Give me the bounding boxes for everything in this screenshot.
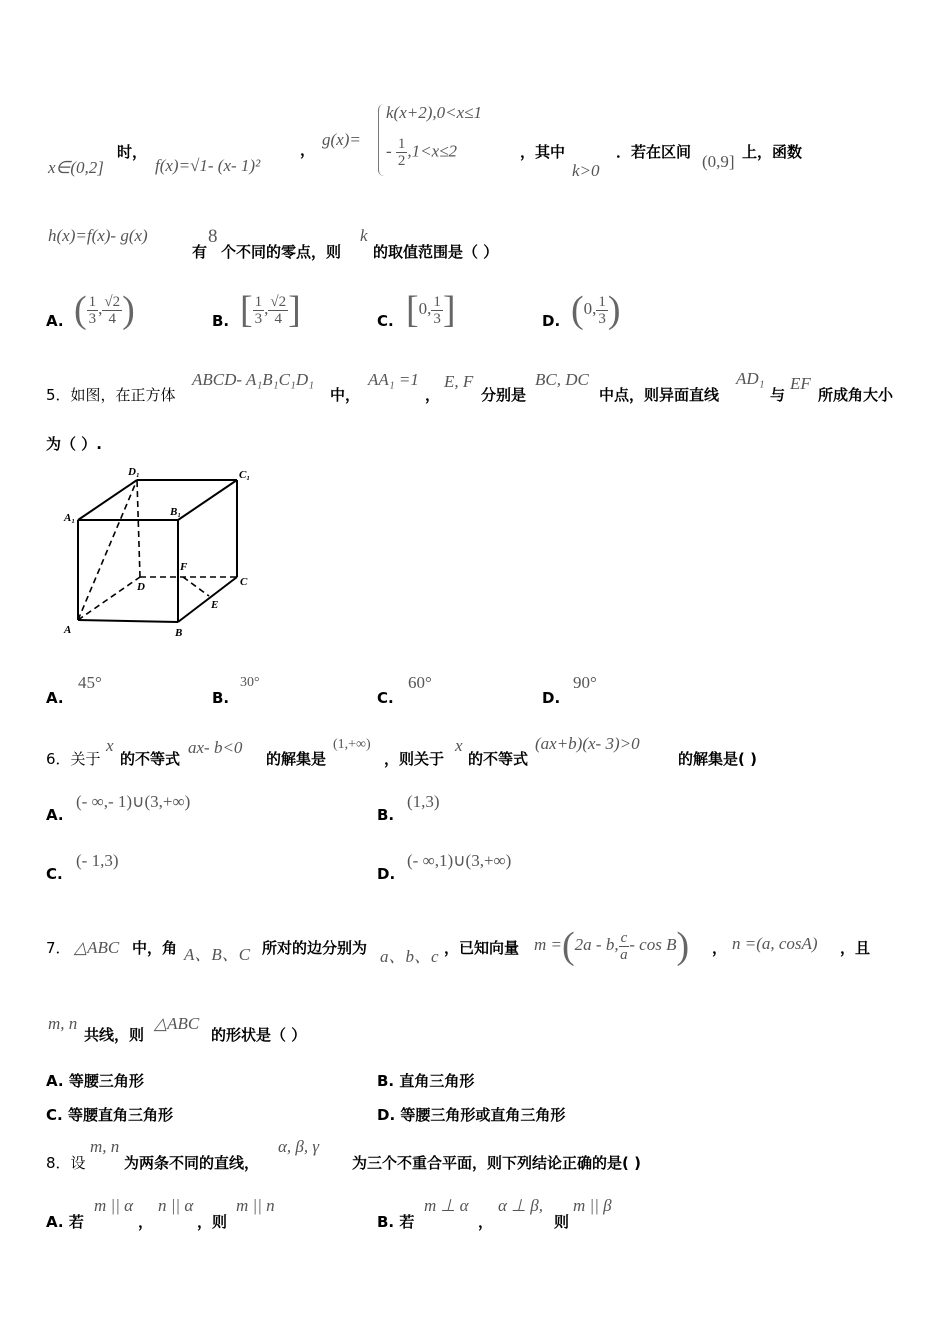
vertex-d1: D₁ [128, 466, 140, 478]
edges-bc-dc: BC, DC [535, 370, 589, 389]
sides: a、b、c [380, 947, 439, 966]
option-value: ( $\frac{1}{3}$ , $\frac{√2}{4}$ ) [74, 289, 135, 331]
option-value: (0, $\frac{1}{3}$ ) [571, 289, 621, 331]
text: 的形状是（ ） [211, 1026, 307, 1044]
option-label: A. 等腰三角形 [46, 1072, 144, 1090]
option-label: D. [542, 689, 561, 707]
cube-name: ABCD- A₁B₁C₁D₁ [192, 370, 315, 389]
brace [378, 104, 385, 176]
interval: (0,9] [702, 152, 735, 171]
conclusion: m || β [573, 1196, 612, 1215]
vertex-a: A [64, 624, 72, 636]
line-ef: EF [790, 374, 811, 393]
vertex-c1: C₁ [239, 469, 251, 481]
option-value: 30° [240, 675, 260, 690]
option-value: 60° [408, 673, 432, 692]
text: ， [138, 1213, 154, 1231]
text: ， [478, 1213, 494, 1231]
option-label: D. 等腰三角形或直角三角形 [377, 1106, 566, 1124]
option-label: D. [542, 312, 561, 330]
text: ．若在区间 [616, 143, 692, 161]
option-label: C. 等腰直角三角形 [46, 1106, 173, 1124]
text: 为两条不同的直线， [124, 1154, 260, 1172]
text: ， [425, 386, 441, 404]
text: ，其中 [520, 143, 566, 161]
text: 个不同的零点，则 [221, 243, 342, 261]
option-label: C. [377, 689, 394, 707]
angles: A、B、C [184, 945, 251, 964]
x-domain: x∈(0,2] [48, 158, 104, 177]
g-case-2: - $\frac{1}{2}$ ,1<x≤2 [386, 136, 458, 169]
text: 与 [770, 386, 786, 404]
text: 6．关于 [46, 750, 101, 768]
conclusion: m || n [236, 1196, 275, 1215]
h-definition: h(x)=f(x)- g(x) [48, 226, 148, 245]
text: 为三个不重合平面，则下列结论正确的是( ) [352, 1154, 641, 1172]
solution-1: (1,+∞) [333, 737, 371, 752]
vectors-mn: m, n [48, 1014, 78, 1033]
text: ，已知向量 [444, 939, 520, 957]
option-label: B. [212, 689, 230, 707]
point-f: F [180, 561, 188, 573]
option-label: A. [46, 689, 64, 707]
triangle-abc: △ABC [74, 938, 120, 957]
text: 分别是 [481, 386, 527, 404]
option-label: B. [377, 806, 395, 824]
text: 中，角 [132, 939, 178, 957]
text: 的解集是 [266, 750, 327, 768]
text: 5．如图，在正方体 [46, 386, 176, 404]
line-ad1: AD₁ [736, 369, 765, 388]
text: 8．设 [46, 1154, 86, 1172]
g-case-1: k(x+2),0<x≤1 [386, 103, 482, 122]
cube-figure [0, 0, 300, 650]
option-label: B. [212, 312, 230, 330]
triangle-abc: △ABC [154, 1014, 200, 1033]
text: 的不等式 [468, 750, 529, 768]
text: 中， [330, 386, 361, 404]
vertex-d: D [137, 581, 145, 593]
option-value: [0, $\frac{1}{3}$ ] [406, 289, 456, 331]
condition: n || α [158, 1196, 194, 1215]
text: ， [712, 939, 728, 957]
option-label: A. [46, 806, 64, 824]
text: 所对的边分别为 [262, 939, 368, 957]
var-x: x [106, 736, 114, 755]
text: 时， [117, 143, 148, 161]
text: ，且 [840, 939, 871, 957]
condition: m || α [94, 1196, 134, 1215]
vertex-a1: A₁ [64, 512, 76, 524]
condition: m ⊥ α [424, 1196, 469, 1215]
option-label: C. [377, 312, 394, 330]
vector-n: n =(a, cosA) [732, 934, 818, 953]
text: 所成角大小 [818, 386, 894, 404]
option-label: B. 若 [377, 1213, 415, 1231]
text: 有 [192, 243, 208, 261]
planes: α, β, γ [278, 1137, 320, 1156]
option-value: 90° [573, 673, 597, 692]
text: 的解集是( ) [678, 750, 757, 768]
var-x: x [455, 736, 463, 755]
text: 7． [46, 939, 71, 957]
text: 中点，则异面直线 [599, 386, 720, 404]
option-label: D. [377, 865, 396, 883]
vertex-b: B [175, 627, 183, 639]
lines-mn: m, n [90, 1137, 120, 1156]
text: 为（ ）. [46, 435, 102, 453]
option-label: A. 若 [46, 1213, 84, 1231]
vector-m: m =(2a - b, $\frac{c}{a}$ - cos B) [534, 925, 690, 967]
option-value: [ $\frac{1}{3}$ , $\frac{√2}{4}$ ] [240, 289, 301, 331]
text: ， [300, 141, 316, 159]
option-value: (- ∞,- 1)∪(3,+∞) [76, 792, 191, 811]
option-value: (- ∞,1)∪(3,+∞) [407, 851, 512, 870]
point-e: E [211, 599, 219, 611]
points-ef: E, F [444, 372, 474, 391]
g-label: g(x)= [322, 130, 361, 149]
option-label: C. [46, 865, 63, 883]
option-value: (- 1,3) [76, 851, 119, 870]
option-label: B. 直角三角形 [377, 1072, 475, 1090]
edge-length: AA₁ =1 [368, 370, 419, 389]
number-eight: 8 [208, 226, 218, 247]
vertex-c: C [240, 576, 248, 588]
inequality-1: ax- b<0 [188, 738, 243, 757]
text: ，则关于 [384, 750, 445, 768]
k-condition: k>0 [572, 161, 600, 180]
vertex-b1: B₁ [170, 506, 182, 518]
f-definition: f(x)=√1- (x- 1)² [155, 156, 261, 175]
text: ，则 [197, 1213, 228, 1231]
option-label: A. [46, 312, 64, 330]
option-value: (1,3) [407, 792, 440, 811]
k-var: k [360, 226, 368, 245]
text: 则 [554, 1213, 570, 1231]
option-value: 45° [78, 673, 102, 692]
text: 共线，则 [84, 1026, 145, 1044]
inequality-2: (ax+b)(x- 3)>0 [535, 734, 640, 753]
text: 的取值范围是（ ） [373, 243, 499, 261]
condition: α ⊥ β, [498, 1196, 543, 1215]
text: 的不等式 [120, 750, 181, 768]
text: 上，函数 [742, 143, 803, 161]
